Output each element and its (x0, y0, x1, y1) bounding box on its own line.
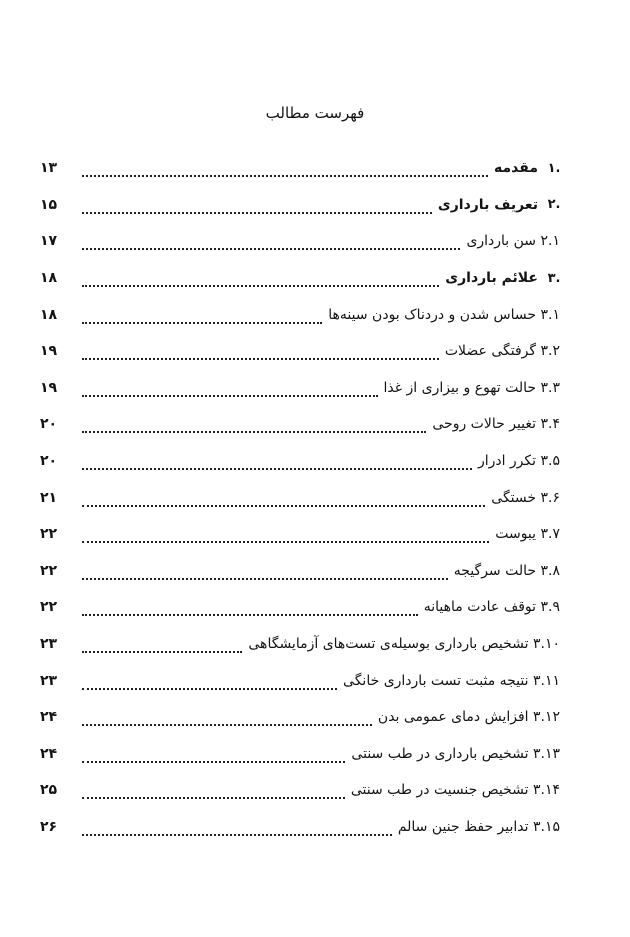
toc-entry[interactable] (0, 370, 630, 407)
toc-entry-title: ۳.۲ گرفتگی عضلات (444, 343, 560, 360)
dot-leader (82, 751, 345, 763)
toc-entry-title: تعریف بارداری (437, 196, 538, 213)
dot-leader (82, 824, 392, 836)
toc-entry-title: ۳.۱ حساس شدن و دردناک بودن سینه‌ها (328, 306, 560, 323)
toc-entry-title: ۲.۱ سن بارداری (466, 233, 560, 250)
toc-entry-title: ۳.۶ خستگی (491, 489, 560, 506)
toc-entry-title: علائم بارداری (445, 270, 538, 287)
dot-leader (82, 348, 439, 360)
dot-leader (82, 568, 448, 580)
toc-entry-page-number: ۲۰ (40, 453, 58, 470)
toc-entry[interactable] (0, 516, 630, 553)
toc-entry[interactable] (0, 626, 630, 663)
toc-entry-page-number: ۲۰ (40, 416, 58, 433)
toc-entry[interactable] (0, 699, 630, 736)
toc-entry-page-number: ۲۴ (40, 709, 58, 726)
table-of-contents (0, 150, 630, 845)
toc-entry[interactable] (0, 333, 630, 370)
toc-entry-title: ۳.۱۴ تشخیص جنسیت در طب سنتی (350, 782, 560, 799)
dot-leader (82, 531, 489, 543)
toc-entry-title: ۳.۱۱ نتیجه مثبت تست بارداری خانگی (343, 672, 560, 689)
toc-entry-page-number: ۲۵ (40, 782, 58, 799)
dot-leader (82, 421, 426, 433)
dot-leader (82, 787, 345, 799)
dot-leader (82, 165, 488, 177)
toc-entry[interactable] (0, 187, 630, 224)
toc-entry-page-number: ۱۸ (40, 306, 58, 323)
toc-entry-title: ۳.۱۲ افزایش دمای عمومی بدن (377, 709, 560, 726)
toc-entry[interactable] (0, 150, 630, 187)
page-title: فهرست مطالب (265, 104, 365, 122)
dot-leader (82, 312, 322, 324)
toc-entry-page-number: ۲۲ (40, 526, 58, 543)
toc-entry-title: ۳.۱۰ تشخیص بارداری بوسیله‌ی تست‌های آزمایشگاهی (248, 636, 560, 653)
dot-leader (82, 714, 372, 726)
toc-entry[interactable] (0, 443, 630, 480)
toc-entry[interactable] (0, 809, 630, 846)
toc-entry-number: ۳. (547, 270, 561, 286)
toc-entry-title: ۳.۵ تکرر ادرار (477, 453, 560, 470)
toc-entry-page-number: ۱۳ (40, 160, 58, 177)
toc-entry-title: ۳.۳ حالت تهوع و بیزاری از غذا (383, 379, 560, 396)
toc-entry-page-number: ۲۱ (40, 489, 58, 506)
toc-entry-title: ۳.۷ یبوست (495, 526, 560, 543)
toc-entry[interactable] (0, 223, 630, 260)
toc-entry-title: ۳.۸ حالت سرگیجه (453, 562, 560, 579)
toc-entry-page-number: ۲۳ (40, 672, 58, 689)
toc-entry-number: ۱. (547, 160, 561, 176)
toc-entry-page-number: ۱۸ (40, 270, 58, 287)
toc-entry-page-number: ۲۲ (40, 562, 58, 579)
dot-leader (82, 641, 242, 653)
toc-entry-page-number: ۱۵ (40, 196, 58, 213)
toc-entry[interactable] (0, 736, 630, 773)
toc-entry-page-number: ۱۷ (40, 233, 58, 250)
toc-entry-title: ۳.۱۵ تدابیر حفظ جنین سالم (397, 818, 560, 835)
toc-entry-page-number: ۱۹ (40, 379, 58, 396)
dot-leader (82, 202, 432, 214)
dot-leader (82, 238, 460, 250)
dot-leader (82, 495, 485, 507)
toc-entry-title: مقدمه (494, 160, 538, 177)
toc-entry-number: ۲. (547, 197, 561, 213)
toc-entry[interactable] (0, 772, 630, 809)
toc-entry[interactable] (0, 662, 630, 699)
dot-leader (82, 604, 418, 616)
toc-entry[interactable] (0, 296, 630, 333)
toc-entry-page-number: ۲۴ (40, 745, 58, 762)
toc-entry[interactable] (0, 479, 630, 516)
toc-entry-title: ۳.۱۳ تشخیص بارداری در طب سنتی (351, 745, 560, 762)
dot-leader (82, 275, 439, 287)
toc-entry-page-number: ۲۳ (40, 636, 58, 653)
dot-leader (82, 678, 337, 690)
toc-entry-title: ۳.۹ توقف عادت ماهیانه (423, 599, 560, 616)
toc-entry[interactable] (0, 553, 630, 590)
dot-leader (82, 458, 472, 470)
toc-entry[interactable] (0, 589, 630, 626)
dot-leader (82, 385, 378, 397)
toc-entry-page-number: ۱۹ (40, 343, 58, 360)
toc-entry-page-number: ۲۲ (40, 599, 58, 616)
toc-entry-title: ۳.۴ تغییر حالات روحی (432, 416, 560, 433)
toc-entry[interactable] (0, 406, 630, 443)
toc-entry[interactable] (0, 260, 630, 297)
toc-entry-page-number: ۲۶ (40, 818, 58, 835)
